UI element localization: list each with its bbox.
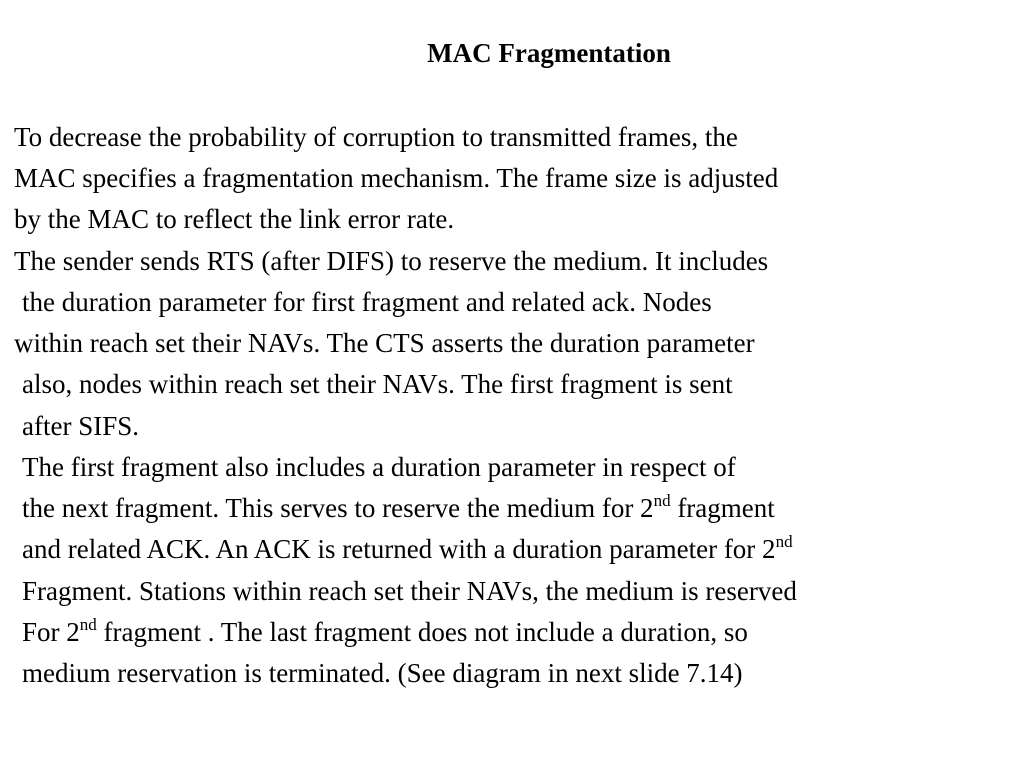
body-line [22,615,748,649]
body-line: within reach set their NAVs. The CTS asserts the duration parameter [14,328,755,358]
body-line: The sender sends RTS (after DIFS) to reserve the medium. It includes [14,246,769,276]
body-line: The first fragment also includes a duration parameter in respect of [22,452,736,482]
slide-title: MAC Fragmentation [427,38,671,68]
body-line: medium reservation is terminated. (See diagram in next slide 7.14) [22,658,743,688]
superscript: nd [79,615,97,634]
superscript: nd [653,491,671,510]
body-text-run: fragment [670,493,775,523]
body-line [22,491,775,525]
body-line: by the MAC to reflect the link error rate. [14,204,455,234]
body-line: also, nodes within reach set their NAVs. The first fragment is sent [22,369,733,399]
body-line: after SIFS. [22,411,139,441]
body-line: Fragment. Stations within reach set their NAVs, the medium is reserved [22,576,797,606]
body-text-run: For 2 [22,617,80,647]
body-line [22,532,793,566]
body-line: To decrease the probability of corruption to transmitted frames, the [14,122,738,152]
body-text-run: fragment . The last fragment does not include a duration, so [96,617,748,647]
body-line: the duration parameter for first fragment and related ack. Nodes [22,287,712,317]
body-text-run: the next fragment. This serves to reserve the medium for 2 [22,493,654,523]
body-text-run: and related ACK. An ACK is returned with a duration parameter for 2 [22,534,776,564]
body-line: MAC specifies a fragmentation mechanism. The frame size is adjusted [14,163,779,193]
superscript: nd [775,532,793,551]
